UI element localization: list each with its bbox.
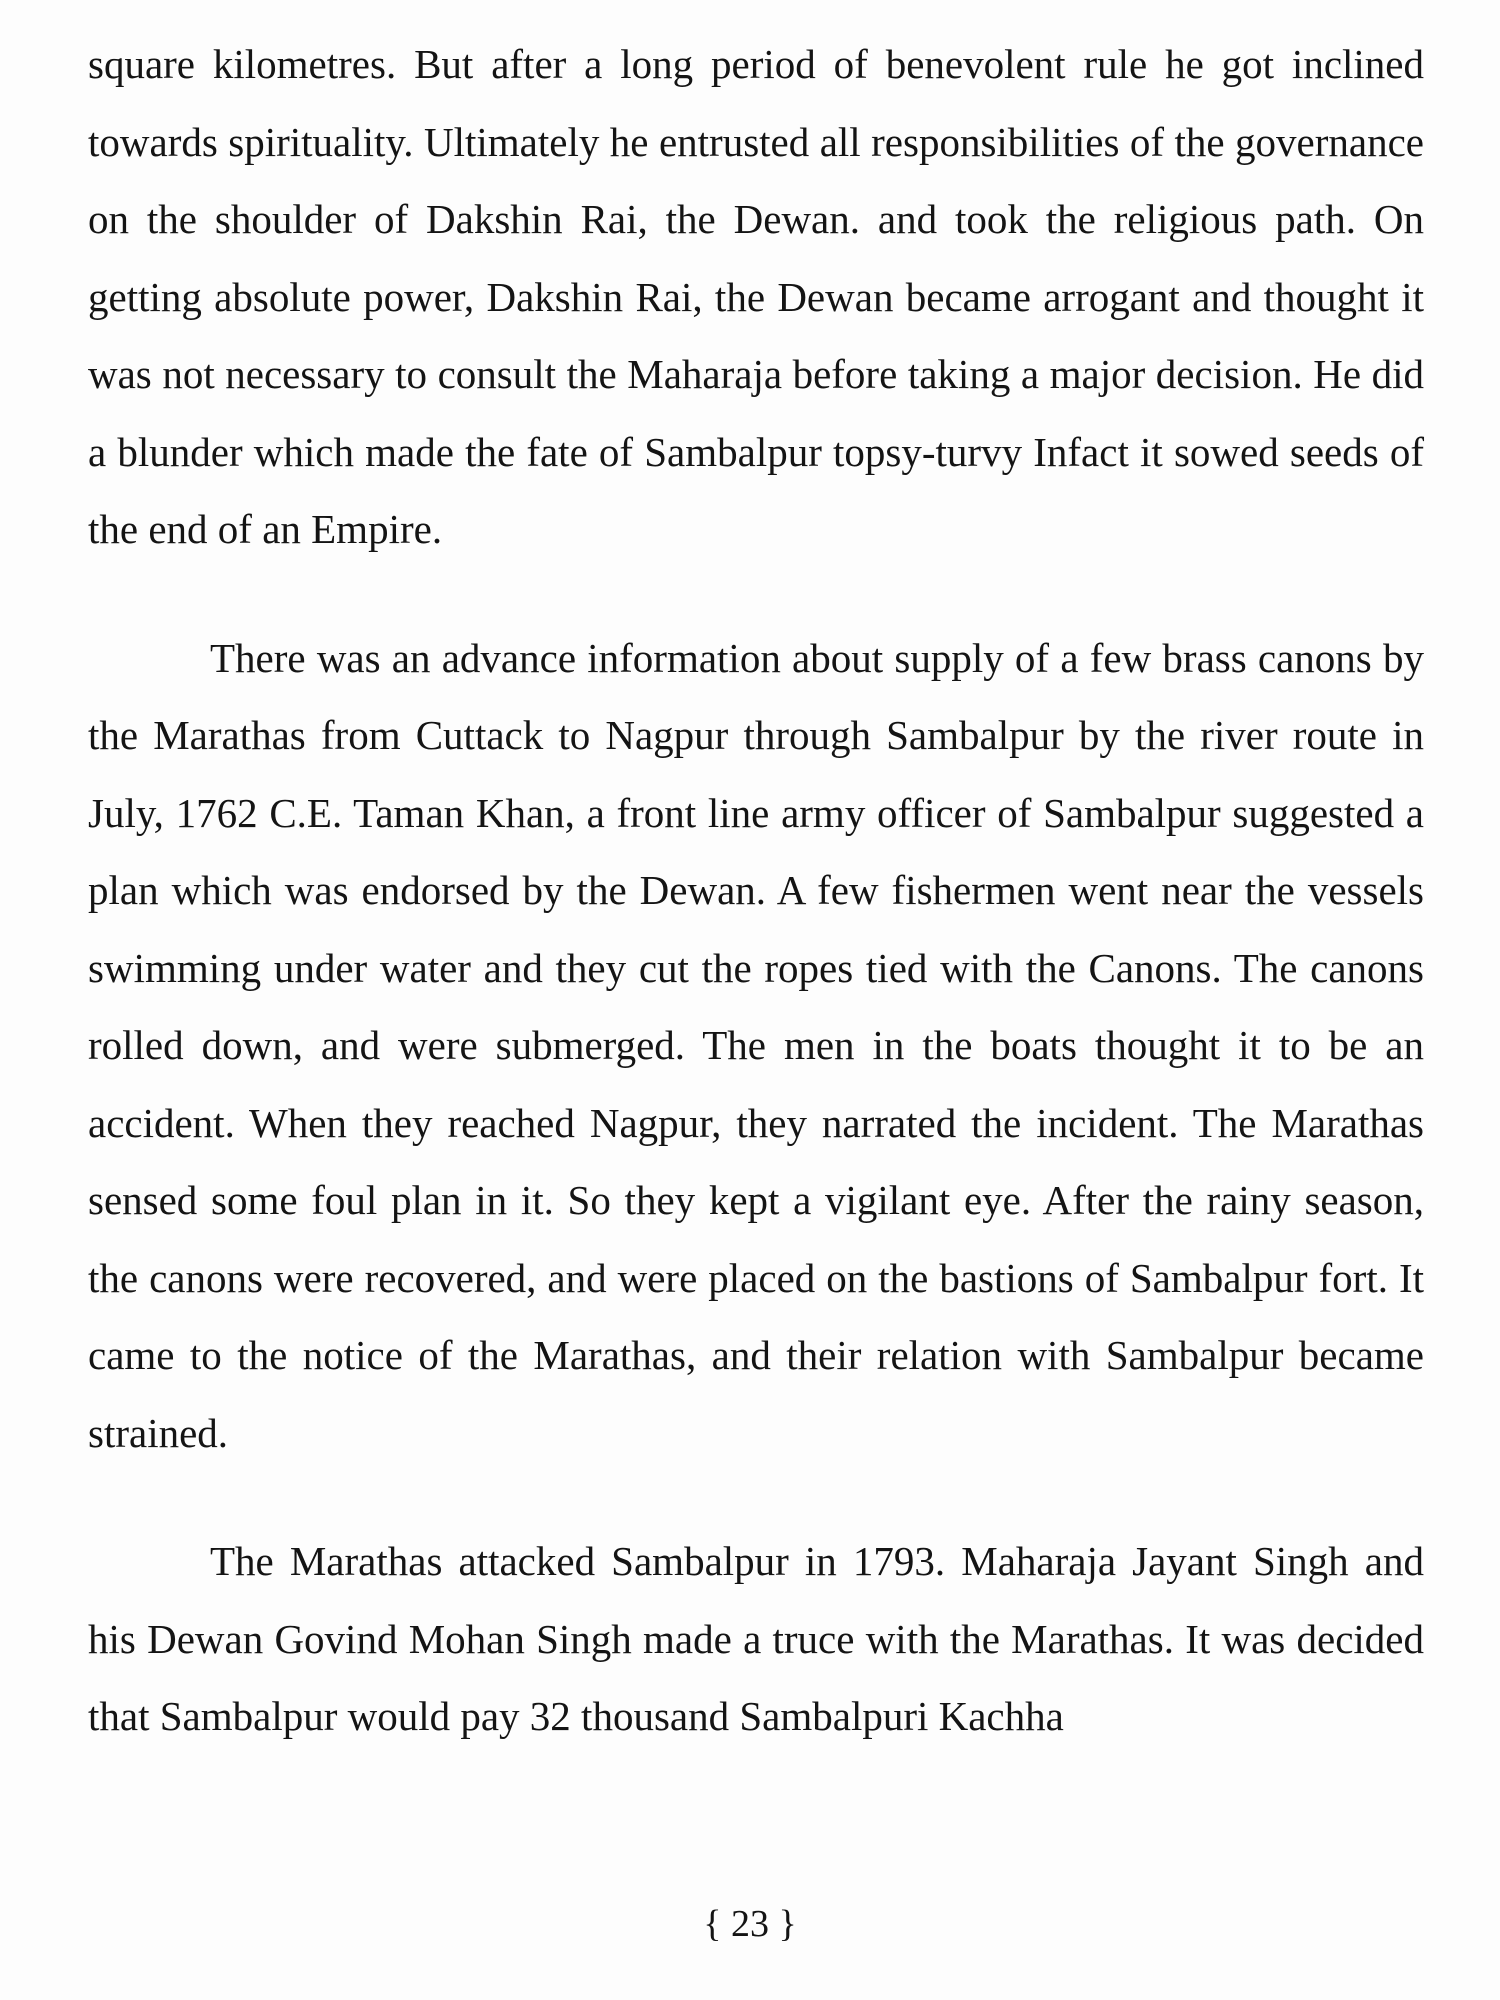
paragraph-1: square kilometres. But after a long period of benevolent rule he got inclined towards spirituality. Ultimately he entrusted all responsibilities of the governance on the shoulder of Dakshin Rai, the Dewan. and took the religious path. On getting absolute power, Dakshin Rai, the Dewan became arrogant and thought it was not necessary to consult the Maharaja before taking a major decision. He did a blunder which made the fate of Sambalpur topsy-turvy Infact it sowed seeds of the end of an Empire. — [88, 41, 1424, 552]
page-number: { 23 } — [703, 1903, 797, 1945]
paragraph-3: The Marathas attacked Sambalpur in 1793. Maharaja Jayant Singh and his Dewan Govind Mohan Singh made a truce with the Marathas. It was decided that Sambalpur would pay 32 thousand Sambalpuri Kachha — [88, 1538, 1424, 1739]
body-text — [88, 26, 1424, 1756]
paragraph-2: There was an advance information about supply of a few brass canons by the Marathas from Cuttack to Nagpur through Sambalpur by the river route in July, 1762 C.E. Taman Khan, a front line army officer of Sambalpur suggested a plan which was endorsed by the Dewan. A few fishermen went near the vessels swimming under water and they cut the ropes tied with the Canons. The canons rolled down, and were submerged. The men in the boats thought it to be an accident. When they reached Nagpur, they narrated the incident. The Marathas sensed some foul plan in it. So they kept a vigilant eye. After the rainy season, the canons were recovered, and were placed on the bastions of Sambalpur fort. It came to the notice of the Marathas, and their relation with Sambalpur became strained. — [88, 634, 1424, 1456]
